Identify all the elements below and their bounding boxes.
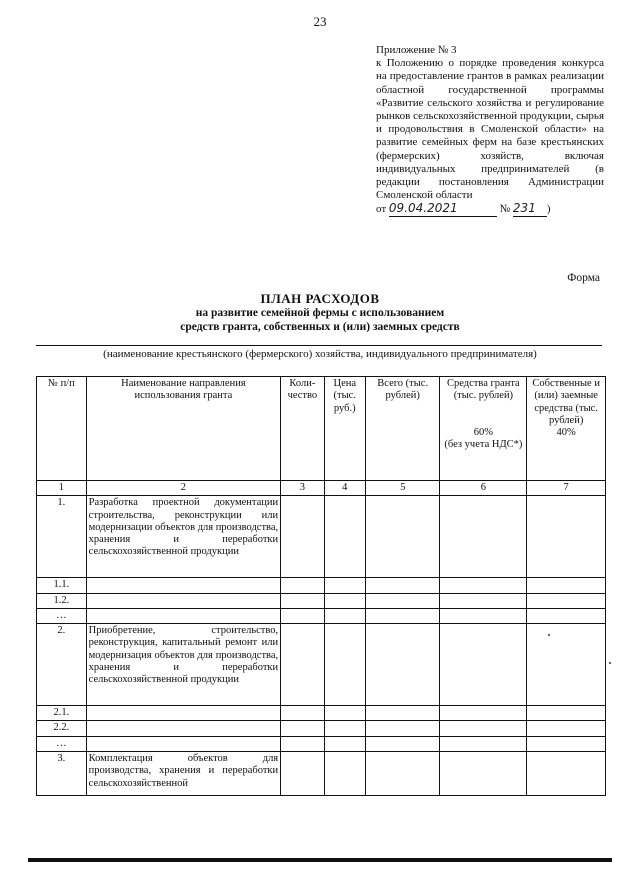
row-num: 2.2. — [37, 721, 87, 736]
row-name — [86, 608, 280, 623]
row-name: Комплектация объектов для производства, хранения и переработки сельскохозяйственной — [86, 752, 280, 796]
index-cell: 7 — [527, 481, 606, 496]
row-name — [86, 721, 280, 736]
table-header-row — [37, 377, 606, 481]
header-num: № п/п — [37, 377, 87, 481]
date-handwritten: 09.04.2021 — [389, 202, 497, 216]
row-name — [86, 593, 280, 608]
closing-paren: ) — [546, 203, 551, 216]
form-label: Форма — [567, 272, 600, 284]
number-handwritten: 231 — [513, 202, 547, 216]
header-grant-note: (без учета НДС*) — [444, 438, 523, 450]
row-num: 1. — [37, 496, 87, 578]
header-grant-label: Средства гранта (тыс. рублей) — [447, 378, 520, 402]
row-num: … — [37, 736, 87, 751]
number-prefix: № — [499, 203, 511, 216]
row-name — [86, 736, 280, 751]
expense-plan-table — [36, 376, 606, 796]
index-cell: 2 — [86, 481, 280, 496]
appendix-body: к Положению о порядке проведения конкурса на предоставление грантов в рамках реализации областной государственной программы «Развитие сельского хозяйства и регулирование рынков сельскохозяйственной продукции, сырья и продовольствия в Смоленской области» на развитие семейных ферм на базе крестьянских (фермерских) хозяйств, включая индивидуальных предпринимателей (в редакции постановления Администрации Смоленской области — [376, 57, 604, 202]
scan-speck — [548, 634, 550, 636]
header-total: Всего (тыс. рублей) — [365, 377, 439, 481]
appendix-title: Приложение № 3 — [376, 44, 457, 56]
page-number: 23 — [313, 14, 327, 29]
index-cell: 6 — [440, 481, 527, 496]
date-prefix: от — [376, 203, 387, 216]
row-name: Разработка проектной документации строительства, реконструкции или модернизации объектов для производства, хранения и переработки сельскохозяйственной продукции — [86, 496, 280, 578]
index-cell: 1 — [37, 481, 87, 496]
appendix-block — [376, 44, 604, 217]
index-row — [37, 481, 606, 496]
header-own-label: Собственные и (или) заемные средства (тыс. рублей) — [532, 378, 600, 426]
row-num: 3. — [37, 752, 87, 796]
row-num: 2. — [37, 624, 87, 706]
appendix-date-line — [376, 202, 604, 216]
row-name — [86, 578, 280, 593]
index-cell: 4 — [324, 481, 365, 496]
header-own — [527, 377, 606, 481]
header-name: Наименование направления использования гранта — [86, 377, 280, 481]
header-price: Цена (тыс. руб.) — [324, 377, 365, 481]
scan-bottom-edge — [28, 858, 612, 862]
row-num: 1.2. — [37, 593, 87, 608]
plan-subtitle-2: средств гранта, собственных и (или) заемных средств — [180, 321, 460, 333]
row-num: 2.1. — [37, 706, 87, 721]
table-row — [37, 706, 606, 721]
header-qty: Коли-чество — [281, 377, 324, 481]
row-name: Приобретение, строительство, реконструкция, капитальный ремонт или модернизация объектов для производства, хранения и переработки сельскохозяйственной продукции — [86, 624, 280, 706]
row-num: … — [37, 608, 87, 623]
table-row — [37, 578, 606, 593]
row-name — [86, 706, 280, 721]
header-own-pct: 40% — [556, 427, 576, 439]
table-row — [37, 608, 606, 623]
plan-title: ПЛАН РАСХОДОВ — [260, 291, 380, 306]
table-row — [37, 721, 606, 736]
scan-speck — [609, 662, 611, 664]
table-row — [37, 593, 606, 608]
table-row — [37, 752, 606, 796]
header-grant-pct: 60% — [473, 426, 493, 438]
row-num: 1.1. — [37, 578, 87, 593]
farm-name-line — [36, 345, 602, 346]
plan-subtitle-1: на развитие семейной фермы с использованием — [195, 307, 445, 319]
header-grant — [440, 377, 527, 481]
farm-name-caption: (наименование крестьянского (фермерского) хозяйства, индивидуального предпринимателя) — [103, 348, 537, 360]
index-cell: 5 — [365, 481, 439, 496]
table-row — [37, 736, 606, 751]
index-cell: 3 — [281, 481, 324, 496]
table-row — [37, 624, 606, 706]
table-row — [37, 496, 606, 578]
